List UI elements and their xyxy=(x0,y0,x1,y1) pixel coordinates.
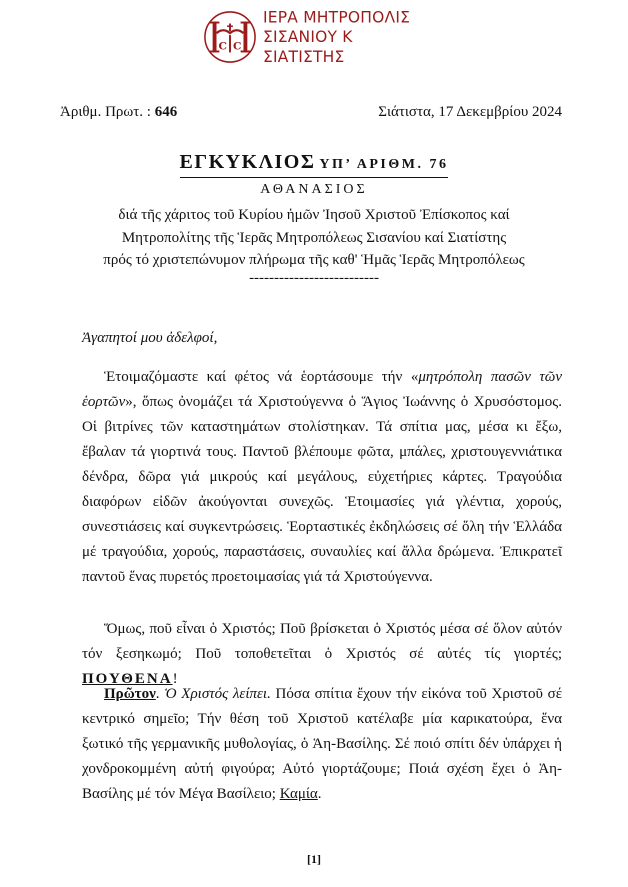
intro-block xyxy=(0,204,628,284)
paragraph-3-lead: Πρῶτον xyxy=(104,686,156,702)
metropolis-emblem-icon xyxy=(203,9,257,65)
intro-line: πρός τό χριστεπώνυμον πλήρωμα τῆς καθ' Ἡμᾶς Ἱερᾶς Μητροπόλεως xyxy=(103,252,525,268)
logo-line-1: ΙΕΡΑ ΜΗΤΡΟΠΟΛΙΣ xyxy=(262,7,411,26)
emphasis-nowhere: ΠΟΥΘΕΝΑ xyxy=(82,671,173,687)
page-number: [1] xyxy=(307,852,321,866)
intro-line: διά τῆς χάριτος τοῦ Κυρίου ἡμῶν Ἰησοῦ Χριστοῦ Ἐπίσκοπος καί xyxy=(118,207,510,223)
paragraph-1-text: Ἑτοιμαζόμαστε καί φέτος νά ἑορτάσουμε τήν « xyxy=(104,369,419,385)
svg-text:C: C xyxy=(233,40,242,53)
paragraph-2-text: Ὅμως, ποῦ εἶναι ὁ Χριστός; Ποῦ βρίσκεται ὁ Χριστός μέσα σέ ὅλον αὐτόν τόν ξεσηκωμό; Ποῦ τοποθετεῖται ὁ Χριστός σέ αὐτές τίς γιορτές; xyxy=(82,621,562,662)
intro-line: Μητροπολίτης τῆς Ἱερᾶς Μητροπόλεως Σισανίου καί Σιατίστης xyxy=(121,229,507,246)
title-main: ΕΓΚΥΚΛΙΟΣ xyxy=(179,151,316,173)
title-sub: ΥΠ’ ΑΡΙΘΜ. 76 xyxy=(319,157,449,172)
paragraph-3-dot: . xyxy=(155,686,165,702)
logo-line-2: ΣΙΣΑΝΙΟΥ Κ ΣΙΑΤΙΣΤΗΣ xyxy=(262,27,353,66)
svg-text:C: C xyxy=(218,40,227,53)
paragraph-3 xyxy=(82,682,562,807)
separator-line: -------------------------- xyxy=(249,269,379,286)
paragraph-3-text: Πόσα σπίτια ἔχουν τήν εἰκόνα τοῦ Χριστοῦ σέ κεντρικό σημεῖο; Τήν θέση τοῦ Χριστοῦ κατέλαβε μία καρικατούρα, ἕνα ξωτικό τῆς γερμανικῆς μυθολογίας, ὁ Ἁη-Βασίλης. Σέ ποιό σπίτι δέν ὑπάρχει ἡ χονδροκομμένη αὐτή φιγούρα; Αὐτό γιορτάζουμε; Ποιά σχέση ἔχει ὁ Ἁη-Βασίλης μέ τόν Μέγα Βασίλειο; xyxy=(82,686,562,802)
protocol-label: Ἀριθμ. Πρωτ. : xyxy=(60,104,151,120)
metropolis-logo xyxy=(203,8,433,66)
document-meta xyxy=(60,104,562,121)
document-title xyxy=(0,151,628,178)
paragraph-2-end: ! xyxy=(172,671,178,687)
paragraph-3-answer: Καμία xyxy=(279,786,318,802)
paragraph-3-italic: Ὁ Χριστός λείπει. xyxy=(164,686,271,702)
logo-text xyxy=(263,7,433,67)
paragraph-2 xyxy=(82,617,562,692)
place-date: Σιάτιστα, 17 Δεκεμβρίου 2024 xyxy=(378,104,562,120)
quote-italic: μητρόπολη πασῶν τῶν ἑορτῶν xyxy=(82,369,562,410)
protocol-number xyxy=(60,104,177,121)
paragraph-1 xyxy=(82,365,562,590)
greeting: Ἀγαπητοί μου ἀδελφοί, xyxy=(82,330,218,346)
author-name: ΑΘΑΝΑΣΙΟΣ xyxy=(260,182,368,197)
paragraph-1-text-cont: », ὅπως ὀνομάζει τά Χριστούγεννα ὁ Ἅγιος Ἰωάννης ὁ Χρυσόστομος. Οἱ βιτρίνες τῶν καταστημάτων στολίστηκαν. Τά σπίτια μας, μέσα κι ἔξω, ἔβαλαν τά γιορτινά τους. Παντοῦ βλέπουμε φῶτα, μπάλες, χριστουγεννιάτικα δένδρα, δῶρα γιά μικρούς καί μεγάλους, εὐχετήριες κάρτες. Τραγούδια διαφόρων εἰδῶν ἀκούγονται συνεχῶς. Ἑτοιμασίες γιά γλέντια, χορούς, συνεστιάσεις καί συγκεντρώσεις. Ἑορταστικές ἐκδηλώσεις σέ ὅλη τήν Ἑλλάδα μέ τραγούδια, χορούς, παραστάσεις, συναυλίες καί ἄλλα δρώμενα. Ἐπικρατεῖ παντοῦ ἕνας πυρετός προετοιμασίας γιά τά Χριστούγεννα. xyxy=(82,394,562,585)
paragraph-3-end: . xyxy=(317,786,322,802)
protocol-value: 646 xyxy=(154,104,178,120)
